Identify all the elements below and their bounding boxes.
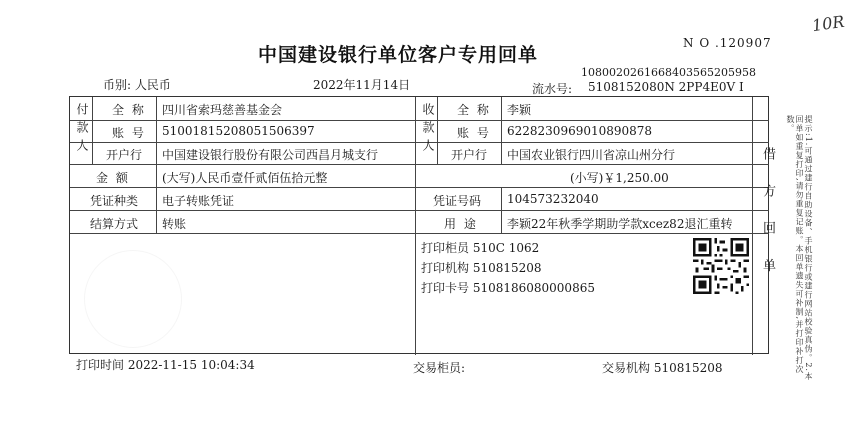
voucher-type: 电子转账凭证 bbox=[162, 194, 235, 208]
payer-account-label: 账 号 bbox=[112, 126, 146, 140]
payee-name-label: 全 称 bbox=[457, 103, 491, 117]
purpose-label: 用 途 bbox=[444, 217, 478, 231]
payer-name: 四川省索玛慈善基金会 bbox=[162, 103, 283, 117]
payer-section-label: 付款人 bbox=[75, 103, 89, 157]
amount-label: 金 额 bbox=[96, 171, 130, 185]
payee-section-label: 收款人 bbox=[421, 103, 435, 157]
amount-lower: (小写)￥1,250.00 bbox=[570, 171, 669, 185]
voucher-type-label: 凭证种类 bbox=[90, 194, 139, 208]
settlement-method-label: 结算方式 bbox=[90, 217, 139, 231]
payee-bank-label: 开户行 bbox=[451, 148, 488, 162]
payee-account: 6228230969010890878 bbox=[507, 124, 653, 138]
voucher-number-label: 凭证号码 bbox=[433, 194, 482, 208]
payee-name: 李颖 bbox=[507, 103, 532, 117]
payee-account-label: 账 号 bbox=[457, 126, 491, 140]
voucher-number: 104573232040 bbox=[507, 192, 599, 206]
serial-number: N O .120907 bbox=[683, 36, 772, 50]
handwritten-note: 10R bbox=[810, 11, 846, 36]
date: 2022年11月14日 bbox=[313, 78, 411, 92]
debit-receipt-label: 借 方 回 单 bbox=[760, 147, 775, 282]
qr-code bbox=[693, 238, 749, 294]
flow-label: 流水号: bbox=[532, 82, 573, 96]
payer-name-label: 全 称 bbox=[112, 103, 146, 117]
currency: 币别: 人民币 bbox=[103, 78, 171, 92]
payer-bank: 中国建设银行股份有限公司西昌月城支行 bbox=[162, 148, 379, 162]
reference-number: 10800202616684035652059​58 bbox=[581, 66, 756, 79]
flow-number: 5108152080N 2PP4E0V I bbox=[588, 80, 744, 94]
payee-bank: 中国农业银行四川省凉山州分行 bbox=[507, 148, 676, 162]
document-title: 中国建设银行单位客户专用回单 bbox=[258, 44, 539, 66]
settlement-method: 转账 bbox=[162, 217, 187, 231]
side-notice: 提示:1.可通过建行自助设备、手机银行或建行网站校验真伪。2.本回单如重复打印,请勿重复记账。本回单遗失可补制,并打印补打次数。 bbox=[786, 115, 813, 381]
print-institution: 打印机构 510815208 bbox=[421, 261, 542, 275]
purpose: 李颖22年秋季学期助学款xcez82退汇重转 bbox=[507, 217, 733, 231]
print-teller: 打印柜员 510C 1062 bbox=[421, 241, 540, 255]
print-time: 打印时间 2022-11-15 10:04:34 bbox=[76, 358, 255, 372]
print-card: 打印卡号 5108186080000865 bbox=[421, 281, 595, 295]
payer-account: 51001815208051506397 bbox=[162, 124, 315, 138]
transaction-institution: 交易机构 510815208 bbox=[602, 361, 723, 375]
faint-seal bbox=[84, 250, 182, 348]
amount-upper: (大写)人民币壹仟贰佰伍拾元整 bbox=[162, 171, 328, 185]
transaction-counter: 交易柜员: bbox=[413, 361, 466, 375]
payer-bank-label: 开户行 bbox=[106, 148, 143, 162]
